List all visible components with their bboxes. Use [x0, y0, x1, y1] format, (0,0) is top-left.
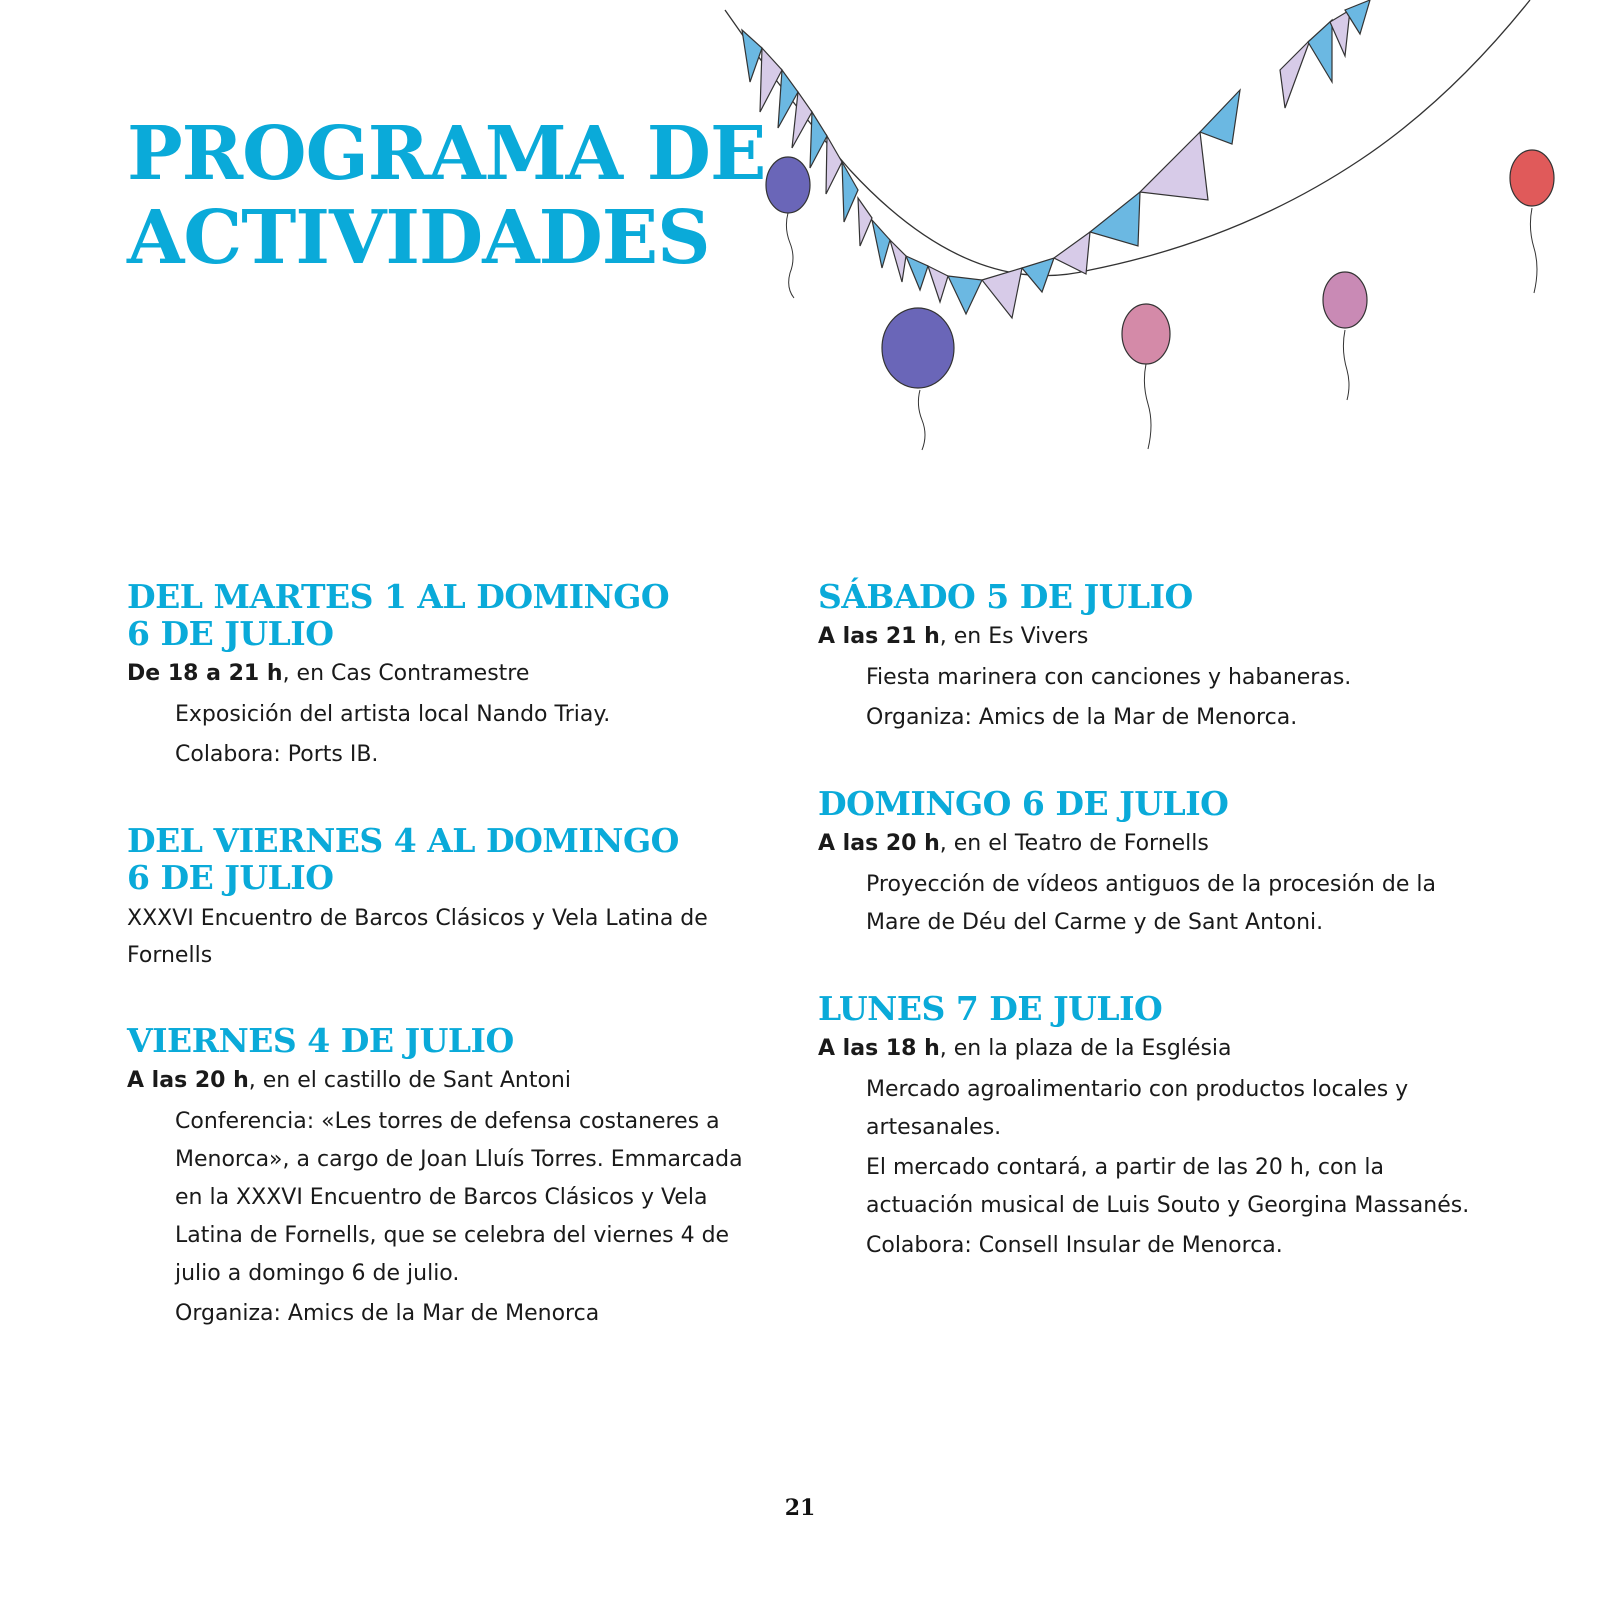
event-place: , en la plaza de la Església [939, 1036, 1232, 1061]
event-viernes-4-domingo-6 [127, 822, 767, 974]
event-martes-1-domingo-6 [127, 578, 767, 774]
event-time-place [818, 619, 1478, 655]
event-time-place [127, 656, 767, 692]
event-time: A las 20 h [127, 1068, 249, 1093]
event-place: , en el castillo de Sant Antoni [248, 1068, 571, 1093]
event-viernes-4 [127, 1022, 767, 1333]
event-heading: DEL VIERNES 4 AL DOMINGO 6 DE JULIO [127, 821, 679, 897]
event-domingo-6 [818, 785, 1478, 942]
event-lunes-7 [818, 990, 1478, 1265]
event-description: Exposición del artista local Nando Triay. Colabora: Ports IB. [175, 702, 611, 767]
event-time: A las 21 h [818, 624, 940, 649]
event-heading: DOMINGO 6 DE JULIO [818, 784, 1229, 823]
bunting-balloons-illustration [720, 0, 1600, 470]
event-plain-text: XXXVI Encuentro de Barcos Clásicos y Vela Latina de Fornells [127, 906, 708, 968]
left-column [127, 578, 767, 1381]
balloons [766, 150, 1554, 450]
event-time: A las 20 h [818, 831, 940, 856]
event-description: Conferencia: «Les torres de defensa costaneres a Menorca», a cargo de Joan Lluís Torres. Emmarcada en la XXXVI Encuentro de Barcos Clásicos y Vela Latina de Fornells, que se celebra del viernes 4 de julio a domingo 6 de julio. Organiza: Amics de la Mar de Menorca [175, 1109, 743, 1326]
title-line-2: ACTIVIDADES [127, 195, 710, 281]
page-number: 21 [784, 1495, 816, 1521]
event-time: A las 18 h [818, 1036, 940, 1061]
event-place: , en el Teatro de Fornells [939, 831, 1209, 856]
event-heading: DEL MARTES 1 AL DOMINGO 6 DE JULIO [127, 577, 670, 653]
page-title [127, 112, 765, 280]
event-description: Fiesta marinera con canciones y habaneras. Organiza: Amics de la Mar de Menorca. [866, 665, 1352, 730]
event-time: De 18 a 21 h [127, 661, 283, 686]
event-heading: VIERNES 4 DE JULIO [127, 1021, 514, 1060]
event-description: Proyección de vídeos antiguos de la procesión de la Mare de Déu del Carme y de Sant Antoni. [866, 872, 1436, 935]
event-heading: SÁBADO 5 DE JULIO [818, 577, 1193, 616]
event-heading: LUNES 7 DE JULIO [818, 989, 1163, 1028]
event-place: , en Cas Contramestre [282, 661, 530, 686]
event-time-place [818, 1031, 1478, 1067]
right-column [818, 578, 1478, 1313]
event-description: Mercado agroalimentario con productos locales y artesanales. El mercado contará, a partir de las 20 h, con la actuación musical de Luis Souto y Georgina Massanés. Colabora: Consell Insular de Menorca. [866, 1077, 1470, 1258]
event-sabado-5 [818, 578, 1478, 737]
event-time-place [818, 826, 1478, 862]
title-line-1: PROGRAMA DE [127, 111, 766, 197]
event-time-place [127, 1063, 767, 1099]
event-place: , en Es Vivers [939, 624, 1089, 649]
